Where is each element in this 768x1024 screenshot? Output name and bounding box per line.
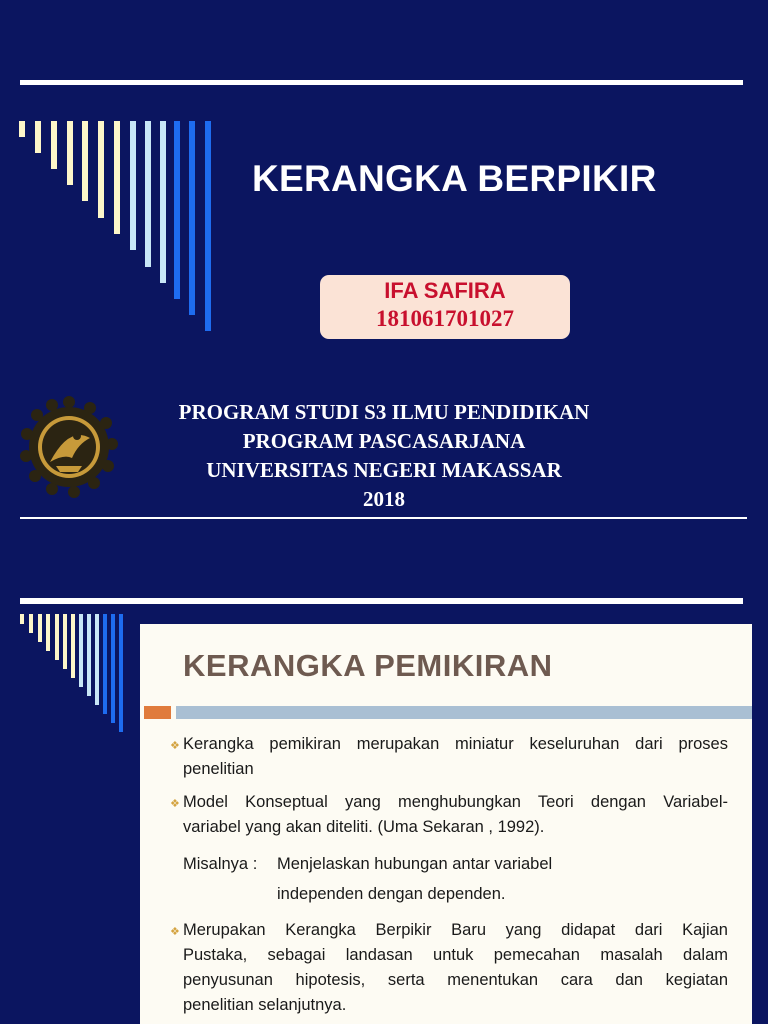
deco-bar: [38, 614, 42, 642]
list-item: [183, 732, 728, 782]
deco-bar: [51, 121, 57, 169]
example-label: Misalnya :: [183, 855, 258, 873]
bullet-line: variabel yang akan diteliti. (Uma Sekaran , 1992).: [183, 818, 545, 836]
bullet-line: penelitian: [183, 760, 254, 778]
slide-title: KERANGKA BERPIKIR: [252, 158, 657, 199]
author-name: IFA SAFIRA: [384, 278, 506, 303]
deco-bar: [87, 614, 91, 696]
content-slide: [0, 582, 768, 1024]
deco-bar: [63, 614, 67, 669]
author-box: [320, 275, 570, 339]
deco-bar: [55, 614, 59, 660]
diamond-bullet-icon: ❖: [170, 740, 180, 752]
deco-bar: [20, 614, 24, 624]
deco-bar: [35, 121, 41, 153]
deco-bar: [19, 121, 25, 137]
deco-bar: [114, 121, 120, 234]
deco-bar: [95, 614, 99, 705]
deco-bar: [29, 614, 33, 633]
bullet-line: penelitian selanjutnya.: [183, 996, 347, 1014]
deco-bar: [46, 614, 50, 651]
deco-bar: [119, 614, 123, 732]
deco-bar: [145, 121, 151, 267]
deco-bar: [79, 614, 83, 687]
program-line: PROGRAM STUDI S3 ILMU PENDIDIKAN: [178, 400, 590, 424]
program-line: UNIVERSITAS NEGERI MAKASSAR: [206, 458, 562, 482]
bullet-line: Kerangka pemikiran merupakan miniatur keseluruhan dari proses: [183, 735, 728, 753]
deco-bar: [82, 121, 88, 201]
bullet-line: Merupakan Kerangka Berpikir Baru yang didapat dari Kajian: [183, 921, 728, 939]
bullet-line: Pustaka, sebagai landasan untuk pemecahan masalah dalam: [183, 946, 728, 964]
program-year: 2018: [363, 487, 405, 511]
example-line: Menjelaskan hubungan antar variabel: [277, 855, 553, 873]
deco-bar: [98, 121, 104, 218]
deco-bar: [160, 121, 166, 283]
deco-bar: [189, 121, 195, 315]
bullet-line: Model Konseptual yang menghubungkan Teori dengan Variabel-: [183, 793, 728, 811]
list-item: [183, 918, 728, 1018]
bottom-divider: [20, 517, 747, 519]
example-line: independen dengan dependen.: [277, 885, 506, 903]
university-seal-icon: [20, 396, 118, 500]
deco-bar: [205, 121, 211, 331]
slide-gap: [0, 546, 768, 582]
diamond-bullet-icon: ❖: [170, 798, 180, 810]
panel-title: KERANGKA PEMIKIRAN: [183, 648, 553, 683]
deco-bar: [174, 121, 180, 299]
deco-bar: [111, 614, 115, 723]
deco-bar: [67, 121, 73, 185]
list-item: [183, 790, 728, 840]
diamond-bullet-icon: ❖: [170, 926, 180, 938]
bullet-line: penyusunan hipotesis, serta menentukan cara dan kegiatan: [183, 971, 728, 989]
deco-bar: [130, 121, 136, 250]
bullet-list: [140, 624, 752, 1024]
program-line: PROGRAM PASCASARJANA: [242, 429, 526, 453]
top-divider: [20, 598, 743, 604]
deco-bar: [103, 614, 107, 714]
content-panel: [140, 624, 752, 1024]
deco-bar: [71, 614, 75, 678]
top-divider: [20, 80, 743, 85]
program-info: [118, 398, 650, 514]
author-id: 181061701027: [376, 306, 514, 331]
